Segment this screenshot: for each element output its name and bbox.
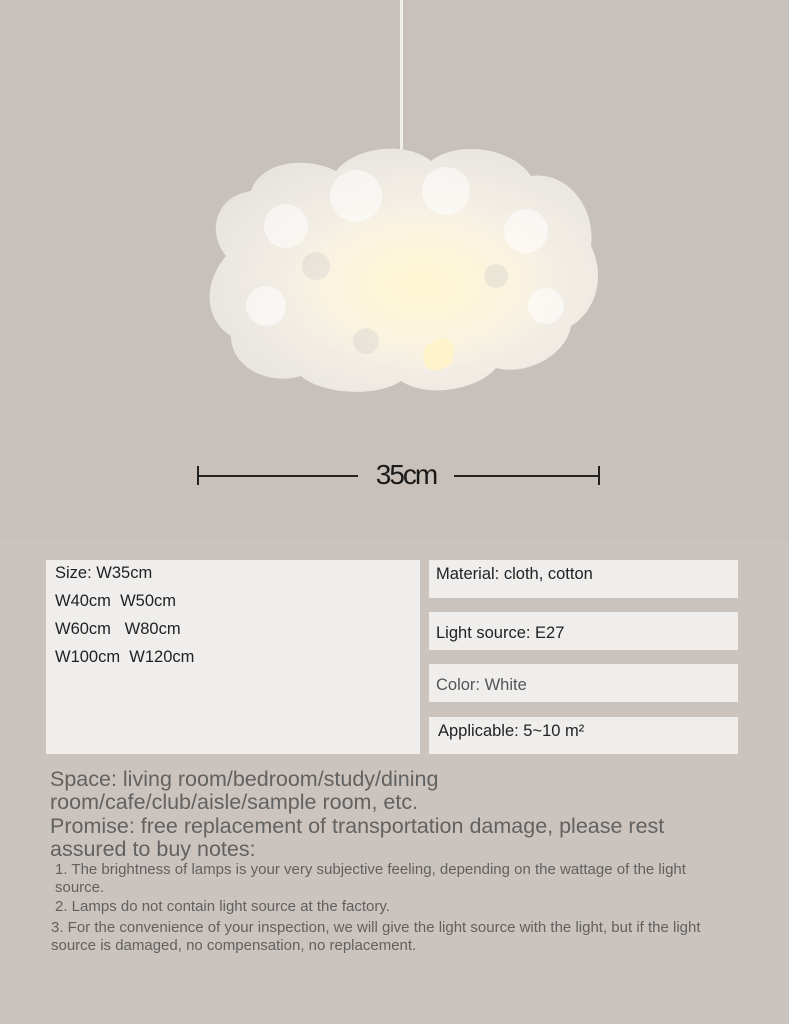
size-line-4: W100cm W120cm xyxy=(55,648,195,666)
light-source-box xyxy=(429,612,738,650)
dimension-left-line xyxy=(198,475,358,477)
dimension-right-cap xyxy=(598,466,600,485)
dimension-label: 35cm xyxy=(375,459,437,490)
cloud-lamp-image xyxy=(196,136,601,398)
note-1-line-1: 1. The brightness of lamps is your very subjective feeling, depending on the wattage of the light xyxy=(55,861,686,878)
size-line-3: W60cm W80cm xyxy=(55,620,181,638)
note-2: 2. Lamps do not contain light source at the factory. xyxy=(55,898,390,915)
width-dimension-indicator xyxy=(196,458,602,492)
space-text-line-2: room/cafe/club/aisle/sample room, etc. xyxy=(50,790,419,814)
applicable-box xyxy=(429,717,738,754)
color-box xyxy=(429,664,738,702)
color-text: Color: White xyxy=(436,676,527,694)
promise-text-line-2: assured to buy notes: xyxy=(50,837,256,861)
dimension-right-line xyxy=(454,475,600,477)
light-source-text: Light source: E27 xyxy=(436,624,565,642)
applicable-text: Applicable: 5~10 m² xyxy=(438,722,585,740)
material-box xyxy=(429,560,738,598)
size-line-2: W40cm W50cm xyxy=(55,592,177,610)
note-3-line-2: source is damaged, no compensation, no replacement. xyxy=(51,937,417,954)
promise-text-line-1: Promise: free replacement of transportation damage, please rest xyxy=(50,814,665,838)
note-3-line-1: 3. For the convenience of your inspection, we will give the light source with the light, but if the light xyxy=(51,919,701,936)
material-text: Material: cloth, cotton xyxy=(436,565,593,583)
space-text-line-1: Space: living room/bedroom/study/dining xyxy=(50,767,439,791)
note-1-line-2: source. xyxy=(55,879,105,896)
size-options-panel xyxy=(46,560,420,754)
pendant-cord xyxy=(400,0,403,150)
size-line-1: Size: W35cm xyxy=(55,564,153,582)
